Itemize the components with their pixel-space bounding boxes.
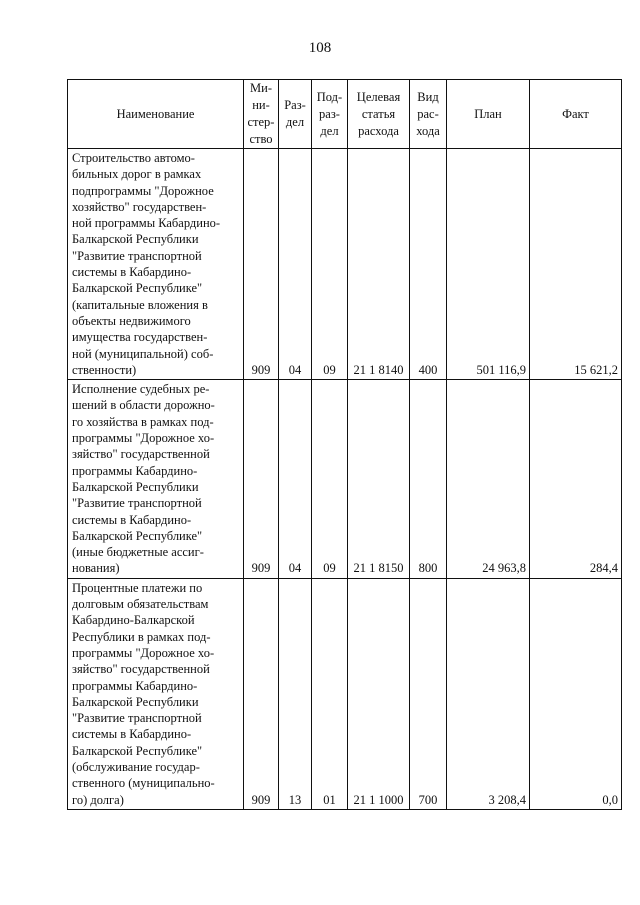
row-expense-type: 700	[410, 578, 447, 809]
row-fact: 0,0	[530, 578, 622, 809]
row-plan: 3 208,4	[447, 578, 530, 809]
table-row	[68, 380, 622, 579]
row-ministry: 909	[244, 380, 279, 579]
table-row	[68, 149, 622, 380]
header-ministry: Ми- ни- стер- ство	[244, 80, 279, 149]
row-expense-type: 400	[410, 149, 447, 380]
row-fact: 15 621,2	[530, 149, 622, 380]
row-name: Строительство автомо- бильных дорог в рамках подпрограммы "Дорожное хозяйство" государствен- ной программы Кабардино- Балкарской Республики "Развитие транспортной системы в Кабардино- Балкарской Республике" (капитальные вложения в объекты недвижимого имущества государствен- ной (муниципальной) соб- ственности)	[68, 149, 244, 380]
row-plan: 501 116,9	[447, 149, 530, 380]
header-plan: План	[447, 80, 530, 149]
row-subsection: 09	[312, 380, 348, 579]
row-section: 04	[279, 149, 312, 380]
row-expense-type: 800	[410, 380, 447, 579]
row-subsection: 09	[312, 149, 348, 380]
header-subsection: Под- раз- дел	[312, 80, 348, 149]
row-target-article: 21 1 8150	[348, 380, 410, 579]
row-target-article: 21 1 1000	[348, 578, 410, 809]
header-fact: Факт	[530, 80, 622, 149]
header-target-article: Целевая статья расхода	[348, 80, 410, 149]
table-header-row	[68, 80, 622, 149]
row-name: Процентные платежи по долговым обязательствам Кабардино-Балкарской Республики в рамках под- программы "Дорожное хо- зяйство" государственной программы Кабардино- Балкарской Республики "Развитие транспортной системы в Кабардино- Балкарской Республике" (обслуживание государ- ственного (муниципально- го) долга)	[68, 578, 244, 809]
row-ministry: 909	[244, 149, 279, 380]
row-subsection: 01	[312, 578, 348, 809]
row-ministry: 909	[244, 578, 279, 809]
row-fact: 284,4	[530, 380, 622, 579]
table-row	[68, 578, 622, 809]
row-plan: 24 963,8	[447, 380, 530, 579]
budget-table	[67, 79, 622, 810]
header-expense-type: Вид рас- хода	[410, 80, 447, 149]
row-name: Исполнение судебных ре- шений в области дорожно- го хозяйства в рамках под- программы "Дорожное хо- зяйство" государственной программы Кабардино- Балкарской Республики "Развитие транспортной системы в Кабардино- Балкарской Республике" (иные бюджетные ассиг- нования)	[68, 380, 244, 579]
header-name: Наименование	[68, 80, 244, 149]
row-section: 13	[279, 578, 312, 809]
page-number: 108	[308, 40, 332, 56]
row-section: 04	[279, 380, 312, 579]
row-target-article: 21 1 8140	[348, 149, 410, 380]
header-section: Раз- дел	[279, 80, 312, 149]
